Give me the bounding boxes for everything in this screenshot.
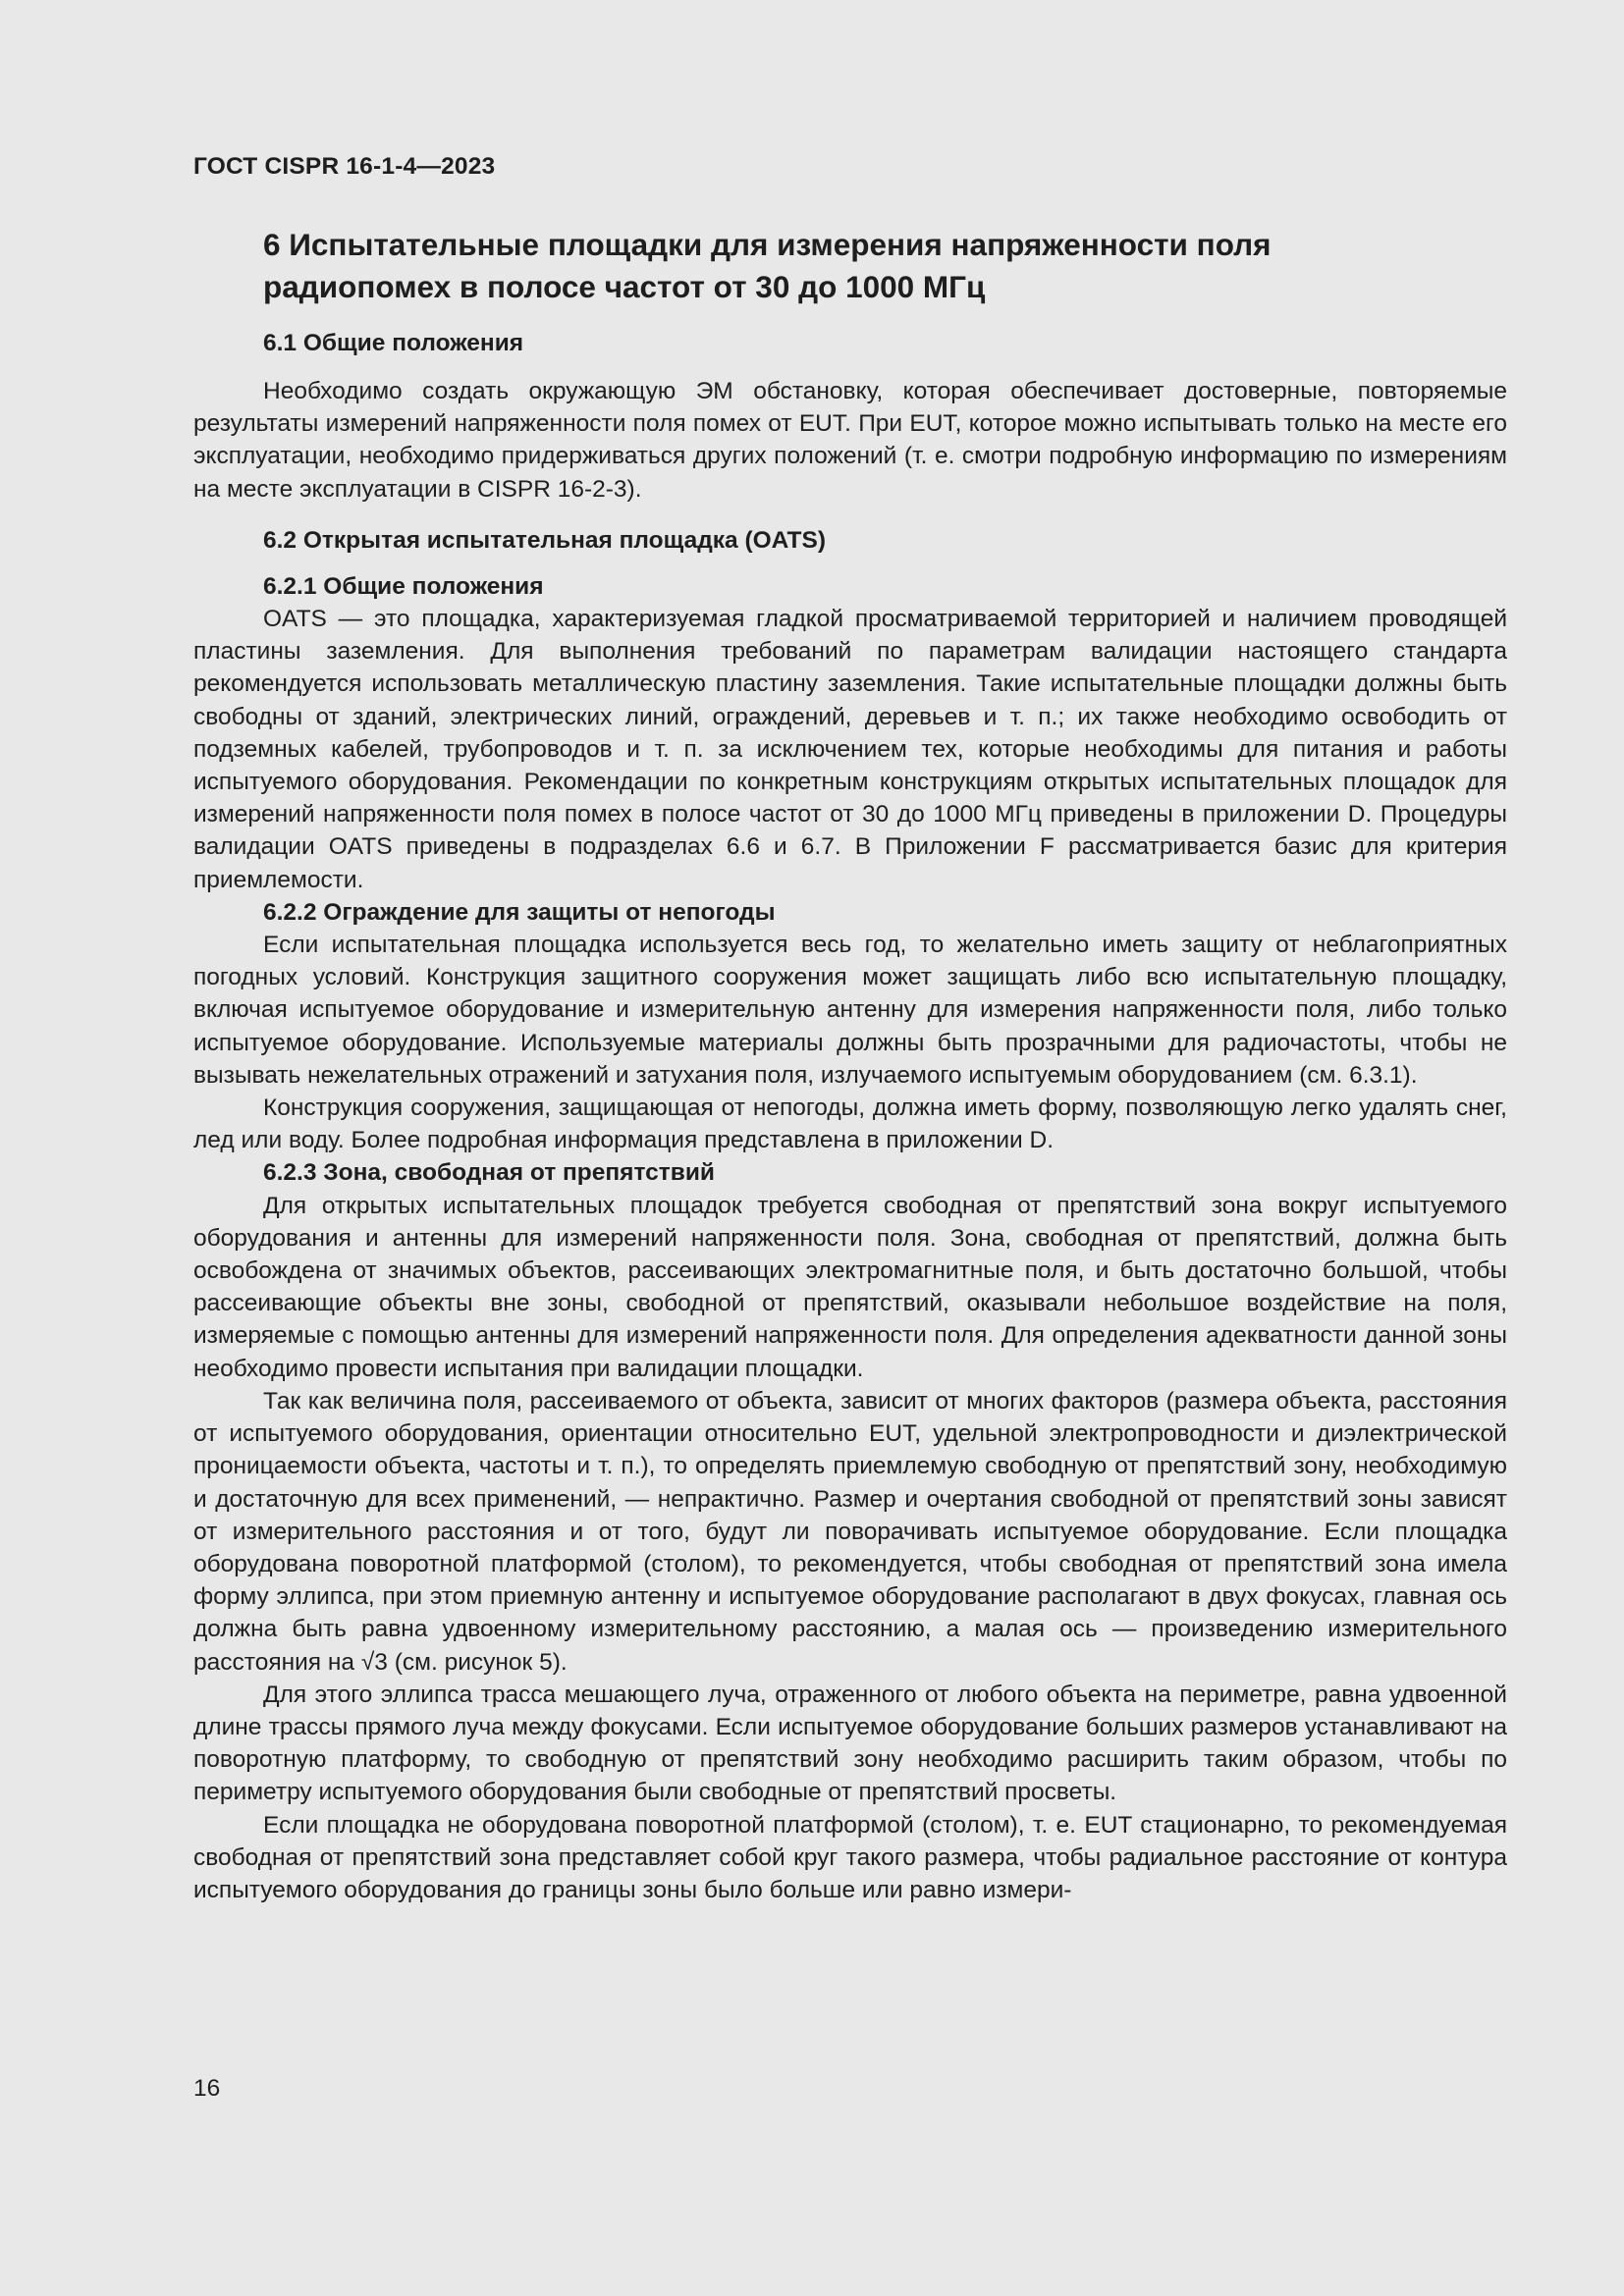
section-6-title-line-2: радиопомех в полосе частот от 30 до 1000 МГц xyxy=(263,269,986,304)
section-6-title xyxy=(263,224,1507,308)
paragraph-6-2-1: OATS — это площадка, характеризуемая гладкой просматриваемой территорией и наличием проводящей пластины заземления. Для выполнения требований по параметрам валидации настоящего стандарта рекомендуется использовать металлическую пластину заземления. Такие испытательные площадки должны быть свободны от зданий, электрических линий, ограждений, деревьев и т. п.; их также необходимо освободить от подземных кабелей, трубопроводов и т. п. за исключением тех, которые необходимы для питания и работы испытуемого оборудования. Рекомендации по конкретным конструкциям открытых испытательных площадок для измерений напряженности поля помех в полосе частот от 30 до 1000 МГц приведены в приложении D. Процедуры валидации OATS приведены в подразделах 6.6 и 6.7. В Приложении F рассматривается базис для критерия приемлемости. xyxy=(193,606,1507,893)
heading-6-2-2: 6.2.2 Ограждение для защиты от непогоды xyxy=(263,898,776,926)
section-6-title-line-1: 6 Испытательные площадки для измерения напряженности поля xyxy=(263,227,1272,262)
heading-6-2-1: 6.2.1 Общие положения xyxy=(263,572,544,600)
paragraph-6-2-3-b: Так как величина поля, рассеиваемого от объекта, зависит от многих факторов (размера объекта, расстояния от испытуемого оборудования, ориентации относительно EUT, удельной электропроводности и диэлектрической проницаемости объекта, частоты и т. п.), то определять приемлемую свободную от препятствий зону, необходимую и достаточную для всех применений, — непрактично. Размер и очертания свободной от препятствий зоны зависят от измерительного расстояния и от того, будут ли поворачивать испытуемое оборудование. Если площадка оборудована поворотной платформой (столом), то рекомендуется, чтобы свободная от препятствий зона имела форму эллипса, при этом приемную антенну и испытуемое оборудование располагают в двух фокусах, главная ось должна быть равна удвоенному измерительному расстоянию, а малая ось — произведению измерительного расстояния на √3 (см. рисунок 5). xyxy=(193,1387,1507,1676)
page-number: 16 xyxy=(193,2075,221,2102)
paragraph-6-2-3-d: Если площадка не оборудована поворотной платформой (столом), т. е. EUT стационарно, то рекомендуемая свободная от препятствий зона представляет собой круг такого размера, чтобы радиальное расстояние от контура испытуемого оборудования до границы зоны было больше или равно измери- xyxy=(193,1811,1507,1903)
heading-6-1: 6.1 Общие положения xyxy=(263,330,524,356)
paragraph-6-2-3-a: Для открытых испытательных площадок требуется свободная от препятствий зона вокруг испытуемого оборудования и антенны для измерений напряженности поля. Зона, свободная от препятствий, должна быть освобождена от значимых объектов, рассеивающих электромагнитные поля, и быть достаточно большой, чтобы рассеивающие объекты вне зоны, свободной от препятствий, оказывали небольшое воздействие на поля, измеряемые с помощью антенны для измерений напряженности поля. Для определения адекватности данной зоны необходимо провести испытания при валидации площадки. xyxy=(193,1192,1507,1382)
paragraph-6-2-2-b: Конструкция сооружения, защищающая от непогоды, должна иметь форму, позволяющую легко удалять снег, лед или воду. Более подробная информация представлена в приложении D. xyxy=(193,1095,1507,1154)
paragraph-6-2-3-c: Для этого эллипса трасса мешающего луча, отраженного от любого объекта на периметре, равна удвоенной длине трассы прямого луча между фокусами. Если испытуемое оборудование больших размеров устанавливают на поворотную платформу, то свободную от препятствий зону необходимо расширить таким образом, чтобы по периметру испытуемого оборудования были свободные от препятствий просветы. xyxy=(193,1681,1507,1806)
heading-6-2-3: 6.2.3 Зона, свободная от препятствий xyxy=(263,1159,715,1187)
page-content xyxy=(193,224,1507,1906)
paragraph-6-2-2-a: Если испытательная площадка используется весь год, то желательно иметь защиту от неблагоприятных погодных условий. Конструкция защитного сооружения может защищать либо всю испытательную площадку, включая испытуемое оборудование и измерительную антенну для измерения напряженности поля, либо только испытуемое оборудование. Используемые материалы должны быть прозрачными для радиочастоты, чтобы не вызывать нежелательных отражений и затухания поля, излучаемого испытуемым оборудованием (см. 6.3.1). xyxy=(193,932,1507,1089)
document-code-header: ГОСТ CISPR 16-1-4—2023 xyxy=(193,153,496,180)
paragraph-6-1: Необходимо создать окружающую ЭМ обстановку, которая обеспечивает достоверные, повторяемые результаты измерений напряженности поля помех от EUT. При EUT, которое можно испытывать только на месте его эксплуатации, необходимо придерживаться других положений (т. е. смотри подробную информацию по измерениям на месте эксплуатации в CISPR 16-2-3). xyxy=(193,378,1507,503)
heading-6-2: 6.2 Открытая испытательная площадка (OATS) xyxy=(263,526,827,554)
